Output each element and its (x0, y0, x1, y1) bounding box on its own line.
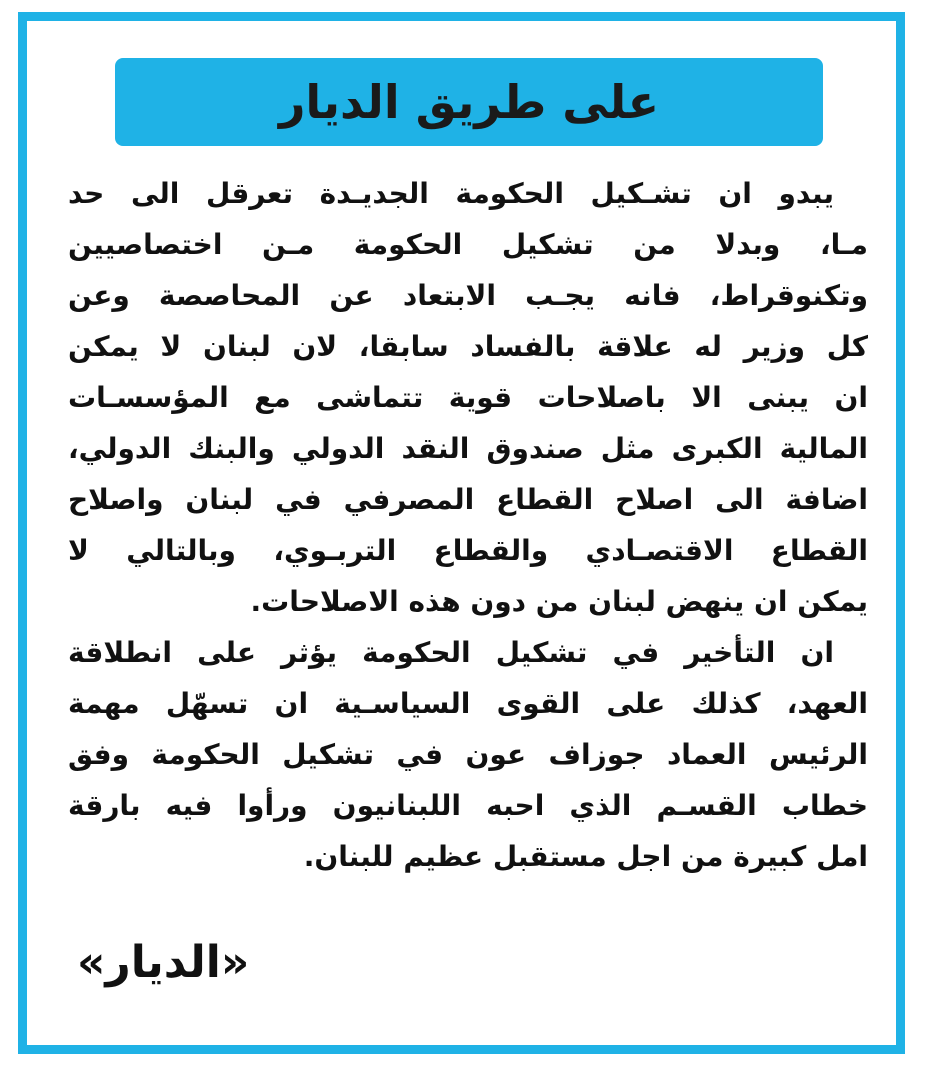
paragraph-1-line-3: وتكنوقراط، فانه يجـب الابتعاد عن المحاصصة وعن (68, 279, 868, 312)
paragraph-1-line-2: مـا، وبدلا من تشكيل الحكومة مـن اختصاصيين (68, 228, 868, 261)
paragraph-2-line-2: العهد، كذلك على القوى السياسـية ان تسهّل مهمة (68, 687, 868, 720)
paragraph-2-line-5: امل كبيرة من اجل مستقبل عظيم للبنان. (303, 840, 868, 873)
paragraph-1-line-1: يبدو ان تشـكيل الحكومة الجديـدة تعرقل الى حد (68, 177, 834, 210)
paragraph-1-line-4: كل وزير له علاقة بالفساد سابقا، لان لبنان لا يمكن (68, 330, 868, 363)
signature: «الديار» (77, 937, 250, 988)
article-body (68, 168, 868, 882)
paragraph-1-line-5: ان يبنى الا باصلاحات قوية تتماشى مع المؤسسـات (68, 381, 868, 414)
article-title: على طريق الديار (278, 75, 660, 129)
paragraph-1-line-6: المالية الكبرى مثل صندوق النقد الدولي والبنك الدولي، (68, 432, 868, 465)
title-banner (115, 58, 823, 146)
paragraph-2-line-3: الرئيس العماد جوزاف عون في تشكيل الحكومة وفق (68, 738, 868, 771)
article-frame (18, 12, 905, 1054)
paragraph-2-line-1: ان التأخير في تشكيل الحكومة يؤثر على انطلاقة (68, 636, 834, 669)
paragraph-1-line-7: اضافة الى اصلاح القطاع المصرفي في لبنان واصلاح (68, 483, 868, 516)
paragraph-2-line-4: خطاب القسـم الذي احبه اللبنانيون ورأوا فيه بارقة (68, 789, 868, 822)
paragraph-1-line-9: يمكن ان ينهض لبنان من دون هذه الاصلاحات. (250, 585, 868, 618)
paragraph-1-line-8: القطاع الاقتصـادي والقطاع التربـوي، وبالتالي لا (68, 534, 868, 567)
